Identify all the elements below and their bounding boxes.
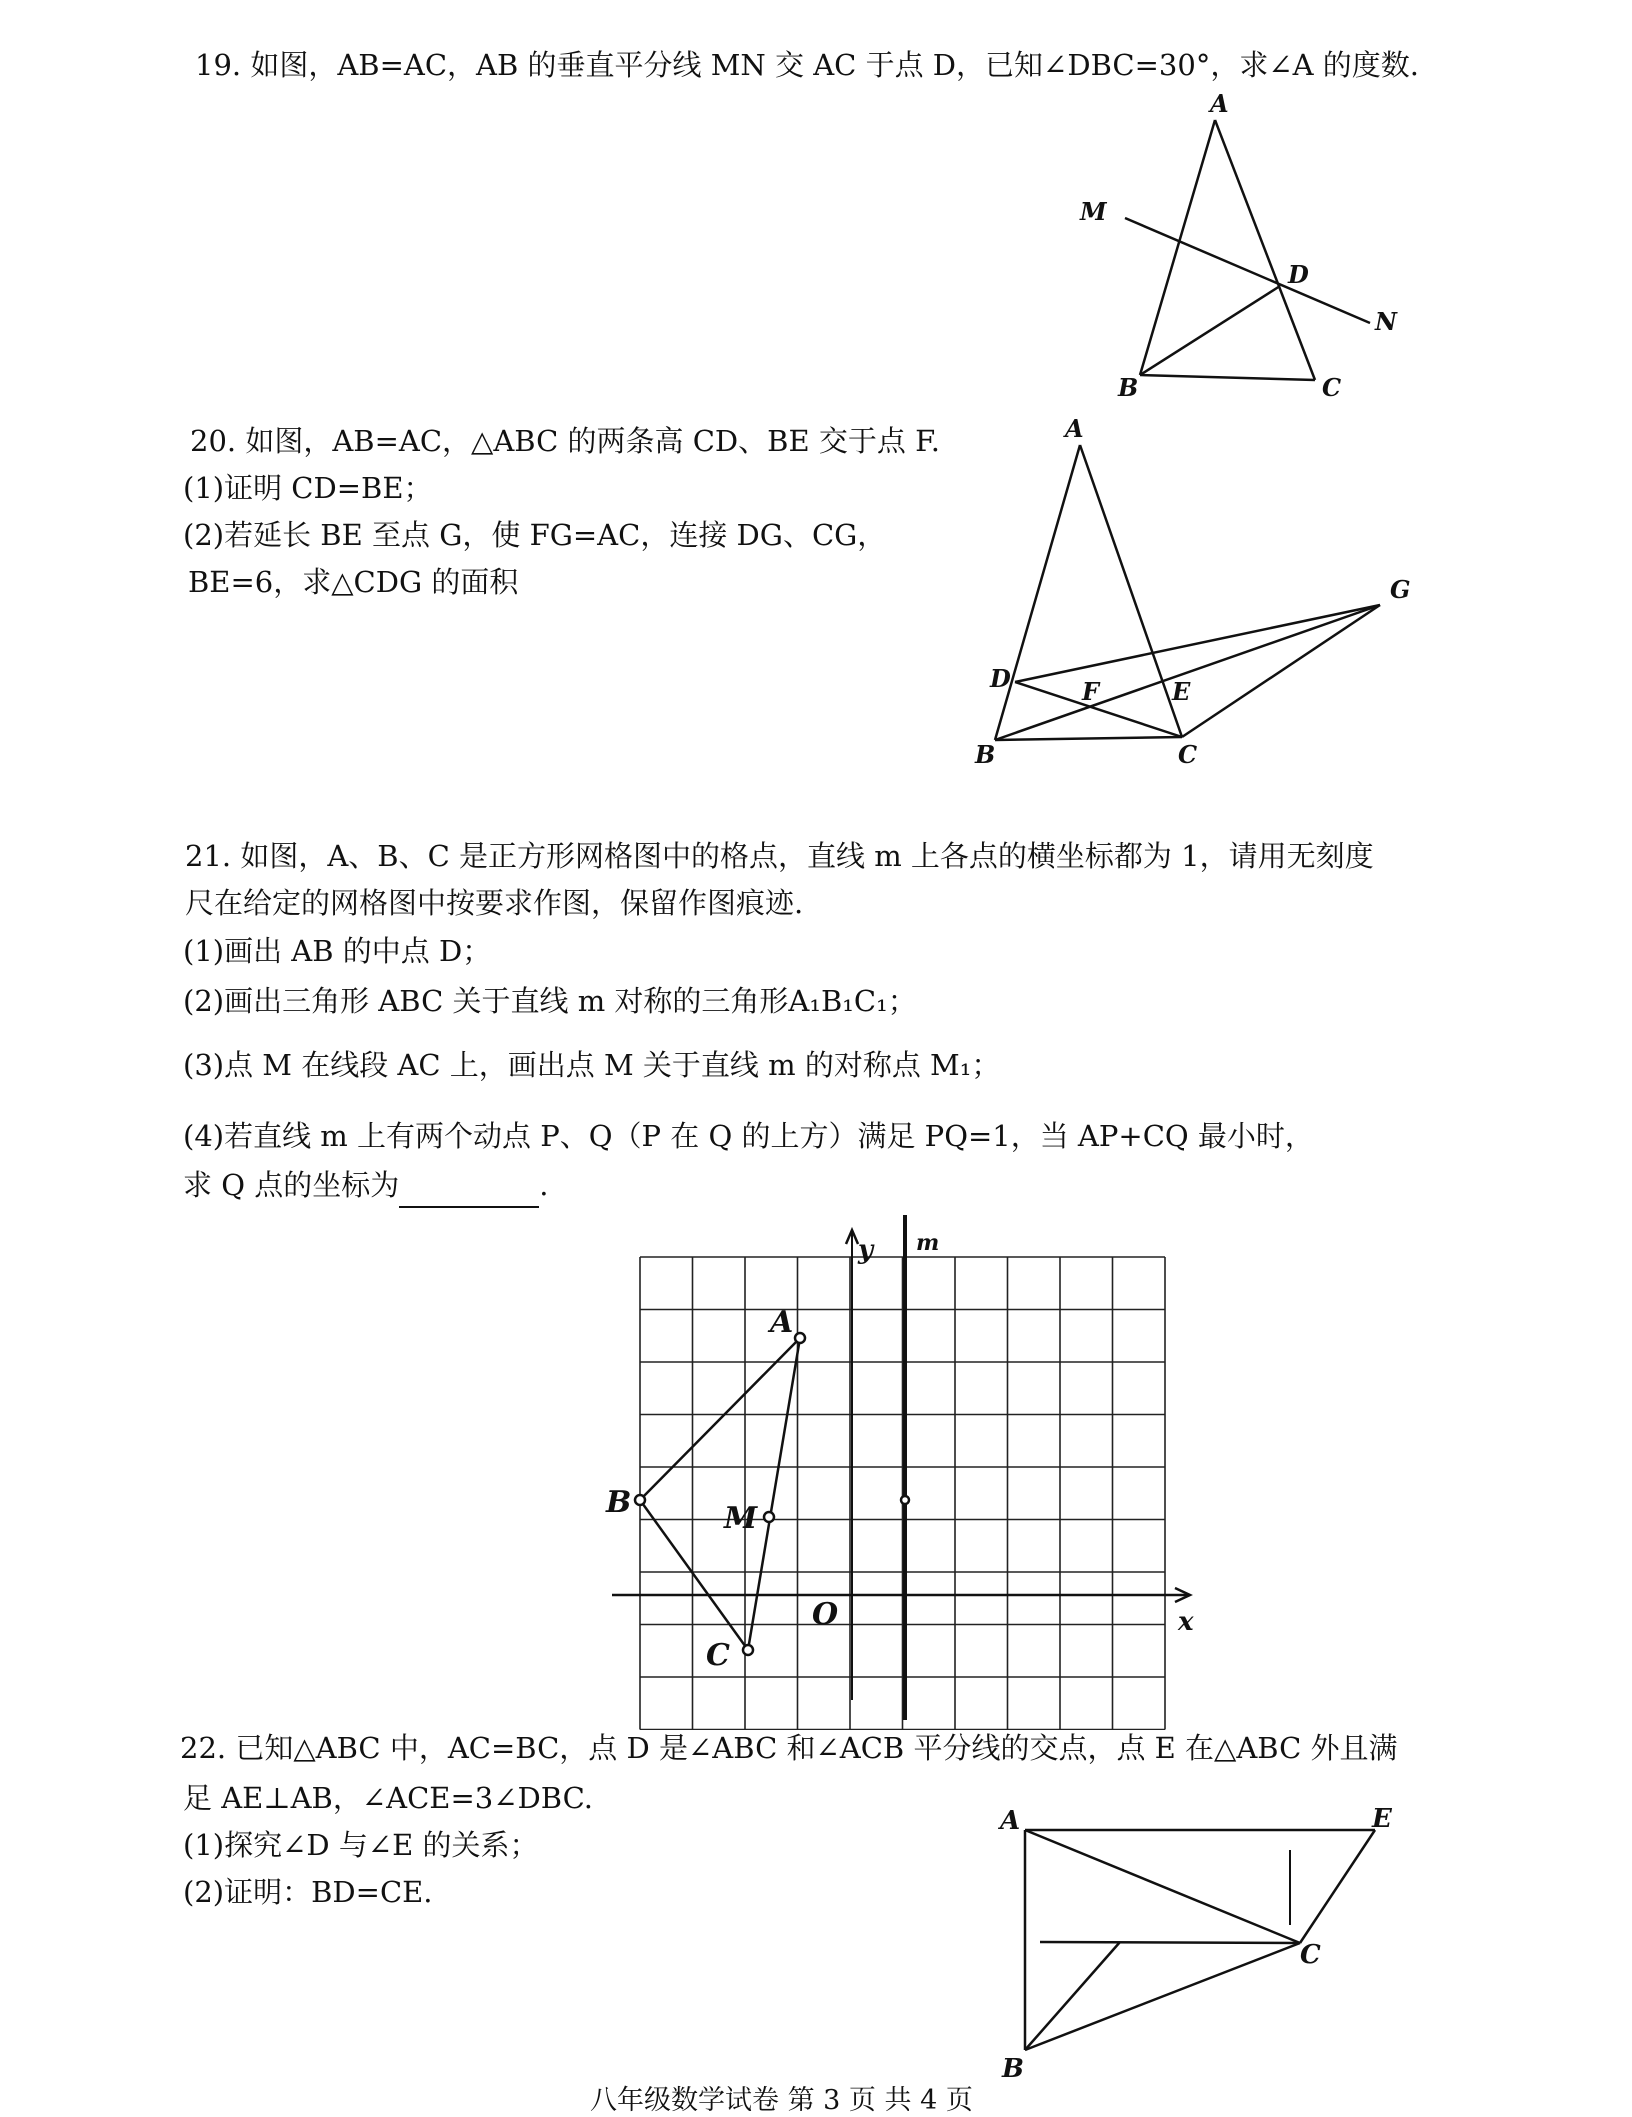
q22-figure — [990, 1795, 1420, 2085]
q21-line7-end: . — [539, 1168, 549, 1202]
q19-label-a: A — [1210, 90, 1229, 118]
q20-label-d: D — [990, 664, 1011, 693]
q19-label-n: N — [1375, 307, 1397, 336]
q20-side-ab — [995, 445, 1080, 740]
q21-label-a: A — [770, 1305, 794, 1340]
q20-line1: 20. 如图，AB=AC，△ABC 的两条高 CD、BE 交于点 F. — [190, 424, 940, 458]
q21-point-on-m — [901, 1496, 909, 1504]
q21-point-c — [743, 1645, 753, 1655]
q22-line4: (2)证明：BD=CE. — [183, 1875, 433, 1909]
q20-figure — [960, 415, 1420, 775]
q19-figure — [1060, 90, 1420, 410]
q22-segment-ac — [1025, 1830, 1300, 1943]
q22-label-b: B — [1002, 2054, 1024, 2084]
q20-label-f: F — [1082, 677, 1100, 706]
q22-line1: 22. 已知△ABC 中，AC=BC，点 D 是∠ABC 和∠ACB 平分线的交点，点 E 在△ABC 外且满 — [180, 1731, 1398, 1765]
q21-line7: 求 Q 点的坐标为 — [183, 1168, 400, 1202]
q22-line2: 足 AE⊥AB，∠ACE=3∠DBC. — [183, 1781, 593, 1815]
q21-label-c: C — [706, 1638, 730, 1673]
q20-label-e: E — [1172, 677, 1191, 706]
q19-side-ac — [1215, 120, 1315, 380]
q20-side-bc — [995, 737, 1182, 740]
q21-label-x: x — [1178, 1607, 1194, 1637]
q21-line1: 21. 如图，A、B、C 是正方形网格图中的格点，直线 m 上各点的横坐标都为 1，请用无刻度 — [185, 839, 1374, 873]
q22-segment-ec — [1300, 1830, 1375, 1943]
q21-line7-wrap — [183, 1162, 548, 1208]
page-footer: 八年级数学试卷 第 3 页 共 4 页 — [590, 2085, 973, 2116]
q22-segment-bd — [1025, 1942, 1120, 2050]
q22-label-a: A — [1000, 1806, 1021, 1836]
q21-grid-figure — [600, 1210, 1220, 1730]
q19-text: 19. 如图，AB=AC，AB 的垂直平分线 MN 交 AC 于点 D，已知∠DBC=30°，求∠A 的度数. — [195, 48, 1420, 82]
q19-label-c: C — [1322, 373, 1342, 402]
q20-segment-dg — [1015, 605, 1380, 682]
q21-label-m-line: m — [916, 1230, 940, 1256]
q21-segment-ac — [748, 1338, 800, 1650]
q20-line3: (2)若延长 BE 至点 G，使 FG=AC，连接 DG、CG， — [183, 518, 887, 552]
q22-line3: (1)探究∠D 与∠E 的关系； — [183, 1828, 539, 1862]
q21-answer-blank — [399, 1176, 539, 1208]
q21-line4: (2)画出三角形 ABC 关于直线 m 对称的三角形A₁B₁C₁； — [183, 984, 917, 1018]
q22-label-e: E — [1372, 1804, 1392, 1834]
q19-side-ab — [1140, 120, 1215, 375]
q21-point-m — [764, 1512, 774, 1522]
q21-line6: (4)若直线 m 上有两个动点 P、Q（P 在 Q 的上方）满足 PQ=1，当 AP+CQ 最小时， — [183, 1119, 1314, 1153]
q22-label-c: C — [1300, 1940, 1321, 1970]
q22-segment-bc — [1025, 1943, 1300, 2050]
q20-label-g: G — [1390, 575, 1411, 604]
q21-point-a — [795, 1333, 805, 1343]
q20-label-c: C — [1178, 740, 1198, 769]
q21-label-o: O — [812, 1597, 839, 1632]
q19-label-b: B — [1118, 373, 1139, 402]
q19-label-d: D — [1288, 260, 1309, 289]
q19-label-m: M — [1080, 197, 1107, 226]
q21-line3: (1)画出 AB 的中点 D； — [183, 934, 492, 968]
q21-label-y: y — [858, 1235, 874, 1265]
q21-label-b: B — [606, 1485, 632, 1520]
q20-label-b: B — [975, 740, 996, 769]
q21-line2: 尺在给定的网格图中按要求作图，保留作图痕迹. — [185, 886, 804, 920]
q21-line5: (3)点 M 在线段 AC 上，画出点 M 关于直线 m 的对称点 M₁； — [183, 1048, 1001, 1082]
q21-label-m: M — [724, 1501, 758, 1536]
q20-line4: BE=6，求△CDG 的面积 — [188, 565, 519, 599]
q20-segment-bg — [995, 605, 1380, 740]
q19-side-bc — [1140, 375, 1315, 380]
q21-point-b — [635, 1495, 645, 1505]
q22-segment-dc — [1040, 1942, 1300, 1943]
q20-label-a: A — [1065, 415, 1084, 443]
q20-line2: (1)证明 CD=BE； — [183, 471, 433, 505]
